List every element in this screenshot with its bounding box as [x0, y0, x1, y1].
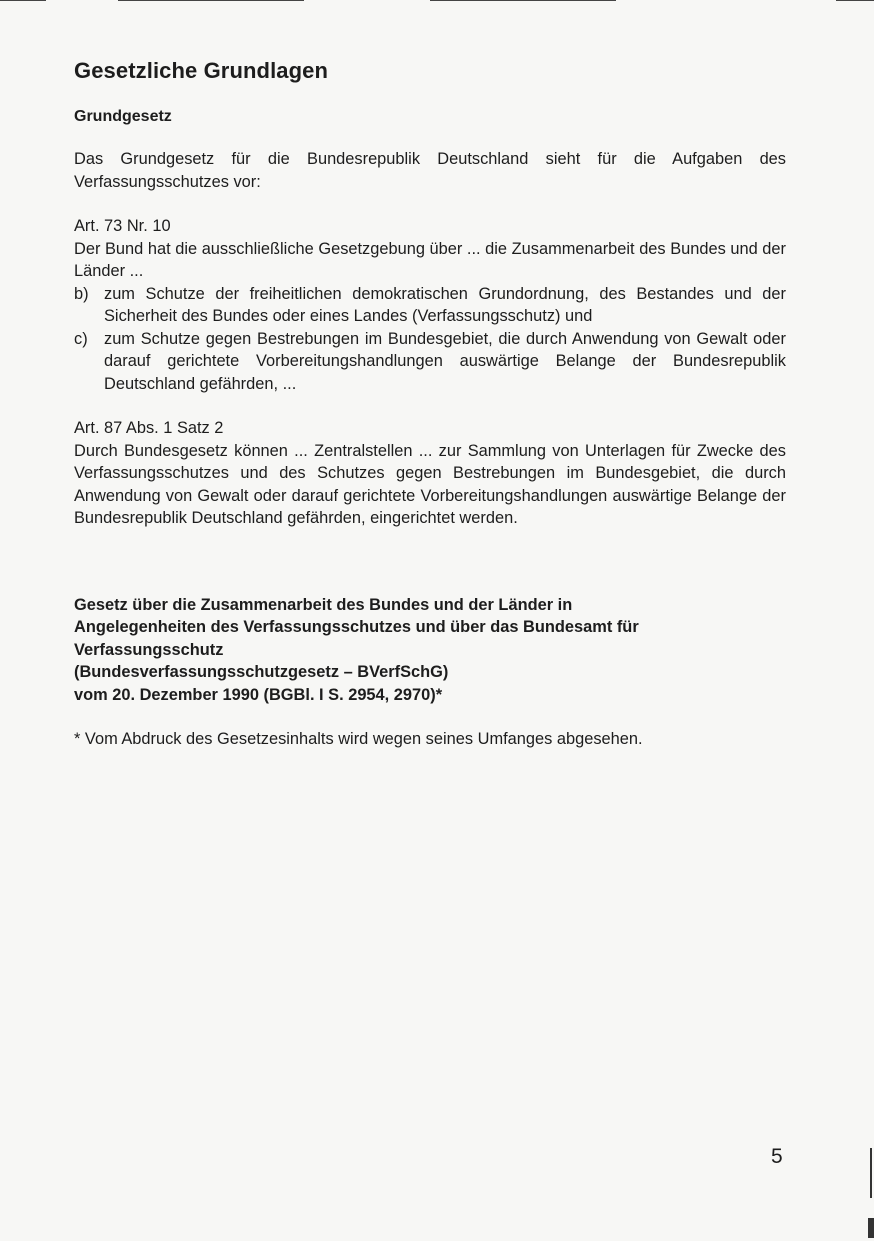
- law-title-line: (Bundesverfassungsschutzgesetz – BVerfSchG): [74, 663, 449, 681]
- law-title-line: vom 20. Dezember 1990 (BGBl. I S. 2954, 2970)*: [74, 685, 443, 704]
- law-title: [74, 594, 786, 707]
- article-text: Durch Bundesgesetz können ... Zentralstellen ... zur Sammlung von Unterlagen für Zwecke des Verfassungsschutzes und des Schutzes gegen Bestrebungen im Bundesgebiet, die durch Anwendung von Gewalt oder darauf gerichtete Vorbereitungshandlungen auswärtige Belange der Bundesrepublik Deutschland gefährden, eingerichtet werden.: [74, 441, 786, 527]
- document-page: [74, 58, 786, 751]
- top-edge-rule: [836, 0, 874, 1]
- top-edge-rule: [118, 0, 304, 1]
- list-item-label: b): [74, 284, 89, 303]
- list-item: [74, 328, 786, 396]
- section-heading: Grundgesetz: [74, 108, 172, 125]
- list-item: [74, 283, 786, 328]
- law-title-line: Verfassungsschutz: [74, 640, 224, 659]
- top-edge-rule: [0, 0, 46, 1]
- article-reference: Art. 87 Abs. 1 Satz 2: [74, 419, 224, 437]
- law-title-line: Gesetz über die Zusammenarbeit des Bundes und der Länder in: [74, 595, 573, 614]
- list-item-text: zum Schutze der freiheitlichen demokratischen Grundordnung, des Bestandes und der Sicherheit des Bundes oder eines Landes (Verfassungsschutz) und: [104, 284, 786, 325]
- article-reference: Art. 73 Nr. 10: [74, 217, 171, 235]
- list-item-label: c): [74, 329, 88, 348]
- page-title: Gesetzliche Grundlagen: [74, 58, 329, 83]
- list-item-text: zum Schutze gegen Bestrebungen im Bundesgebiet, die durch Anwendung von Gewalt oder darauf gerichtete Vorbereitungshandlungen auswärtige Belange der Bundesrepublik Deutschland gefährden, ...: [104, 329, 786, 393]
- footnote: * Vom Abdruck des Gesetzesinhalts wird wegen seines Umfanges abgesehen.: [74, 730, 643, 748]
- top-edge-rule: [430, 0, 616, 1]
- intro-paragraph: Das Grundgesetz für die Bundesrepublik Deutschland sieht für die Aufgaben des Verfassungsschutzes vor:: [74, 150, 786, 191]
- scan-edge-mark: [870, 1148, 872, 1198]
- law-title-line: Angelegenheiten des Verfassungsschutzes und über das Bundesamt für: [74, 618, 639, 636]
- page-number: 5: [771, 1145, 783, 1168]
- scan-edge-mark: [868, 1218, 874, 1238]
- article-text: Der Bund hat die ausschließliche Gesetzgebung über ... die Zusammenarbeit des Bundes und der Länder ...: [74, 239, 786, 280]
